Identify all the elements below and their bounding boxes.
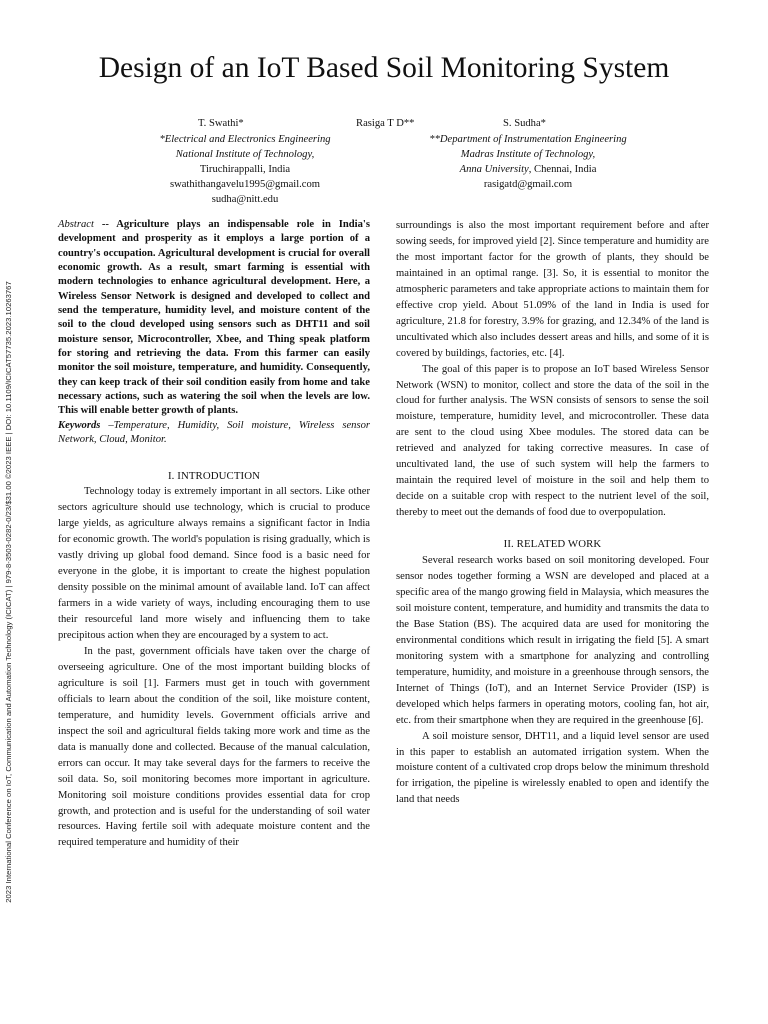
paragraph: A soil moisture sensor, DHT11, and a liquid level sensor are used in this paper to establish an automated irrigation system. When the moisture content of a cultivated crop drops below the minimum threshold for irrigation, the pipeline is wirelessly enabled to open and identify the land that needs [396,730,709,806]
publication-sidebar: 2023 International Conference on IoT, Communication and Automation Technology (ICICAT) | 979-8-3503-0282-0/23/$31.00 ©2023 IEEE | DOI: 10.1109/ICICAT57735.2023.10263767 [4,281,13,903]
affil-institute: National Institute of Technology, [175,149,315,160]
paragraph: In the past, government officials have taken over the charge of overseeing agriculture. One of the most important building blocks of agriculture is soil [1]. Farmers must get in touch with government officials to learn about the condition of the soil, like moisture content, temperature, and humidity levels. Government officials arrive and inspect the soil and agricultural fields taking more work and time as the data is manually done and collected. Because of the manual calculation, errors can occur. It may take several days for the farmers to receive the soil data. So, soil monitoring becomes more important in agriculture. Monitoring soil moisture conditions provides essential data for crop growth, and protection and is useful for the understanding of soil water resources. Having fertile soil with adequate moisture content and the required temperature and humidity of their [58,645,370,849]
paragraph: The goal of this paper is to propose an IoT based Wireless Sensor Network (WSN) to monitor, collect and store the data of the soil in the cloud for further analysis. The WSN consists of sensors to sense the soil moisture, temperature, humidity level, and microcontroller. These data are sent to the cloud using Xbee modules. The stored data can be retrieved and analyzed for taking corrective measures. In case of uncultivated land, the use of such system will help the farmers to maintain the required level of moisture in the soil and help them to decide on a suitable crop with respect to the nutrient level of the soil, thereby to meet out the demands of food due to overpopulation. [396,363,709,519]
abstract-text: -- Agriculture plays an indispensable role in India's development and prosperity as it employs a large portion of a country's occupation. Agricultural development is crucial for overall economic growth. As a result, smart farming is essential with modern technologies to enhance agricultural development. Here, a Wireless Sensor Network is designed and developed to collect and send the temperature, humidity level, and moisture content of the soil to the cloud developed using sensors such as DHT11 and soil moisture sensor, Microcontroller, Xbee, and Thing speak platform for storing and retrieving the data. From this farmer can easily monitor the soil moisture, temperature, and humidity. Consequently, they can keep track of their soil condition easily from home and take necessary actions, such as watering the soil when the levels are low. This will enable better growth of plants. [58,219,370,417]
author-email: swathithangavelu1995@gmail.com [169,179,321,190]
author-name-1: T. Swathi* [198,118,244,129]
left-column [58,218,370,851]
author-name-2: Rasiga T D** [356,118,415,129]
affil-location: Tiruchirappalli, India [199,164,291,175]
keywords [58,419,370,448]
abstract [58,218,370,419]
author-name-3: S. Sudha* [503,118,546,129]
affil-institute: Madras Institute of Technology, [460,149,596,160]
keywords-label: Keywords [58,419,101,431]
section-heading: II. RELATED WORK [503,538,602,551]
author-email: rasigatd@gmail.com [483,179,573,190]
affil-dept: **Department of Instrumentation Engineering [429,134,627,145]
abstract-label: Abstract [58,219,94,230]
paragraph: Several research works based on soil monitoring developed. Four sensor nodes together forming a WSN are developed and placed at a specific area of the mango growing field in Malaysia, which measures the soil moisture content, temperature, and humidity and transmits the data to the Base Station (BS). The acquired data are used for monitoring the environmental conditions which result in irrigating the field [5]. A smart monitoring system with a smartphone for analyzing and controlling temperature, humidity, and moisture in a greenhouse through sensors, the Internet of Things (IoT), and an Internet Service Provider (ISP) is developed which helps farmers in operating motors, cooling fan, hot air, etc. from their smartphone when they are required in the greenhouse [6]. [396,555,709,726]
paragraph: Technology today is extremely important in all sectors. Like other sectors agriculture should use technology, which is crucial to produce large yields, as agriculture always remains a significant factor in India for economic growth. The world's population is rising gradually, which is vastly driving up global food demand. Since food is a basic need for everyone in the globe, it is important to create the highest population density possible on the minimal amount of available land. IoT can affect farmers in a wide variety of ways, including encouraging them to use their resourceful land more wisely and influencing them to take precipitous action when they are encouraged by a system to act. [58,486,370,642]
keywords-text: –Temperature, Humidity, Soil moisture, Wireless sensor Network, Cloud, Monitor. [58,419,370,446]
paper-title: Design of an IoT Based Soil Monitoring System [98,52,670,84]
section-heading: I. INTRODUCTION [167,469,261,482]
affil-location: Anna University, Chennai, India [459,164,597,175]
left-affiliation [100,132,390,207]
right-affiliation [378,132,678,192]
right-column [396,218,709,808]
affil-dept: *Electrical and Electronics Engineering [159,134,331,145]
author-email: sudha@nitt.edu [211,194,279,205]
paragraph: surroundings is also the most important requirement before and after sowing seeds, for improved yield [2]. Since temperature and humidity are the most important factor for the growth of plants, they should be maintained in an optimal range. [3]. So, it is essential to monitor the atmospheric parameters and take appropriate actions to maintain them for effective crop yield. About 51.09% of the land in India is used for agriculture, 21.8 for forestry, 3.9% for grazing, and 12.34% of the land is uncultivated which also includes dessert areas and hills, and some of it is covered by buildings, factories, etc. [4]. [396,220,709,359]
